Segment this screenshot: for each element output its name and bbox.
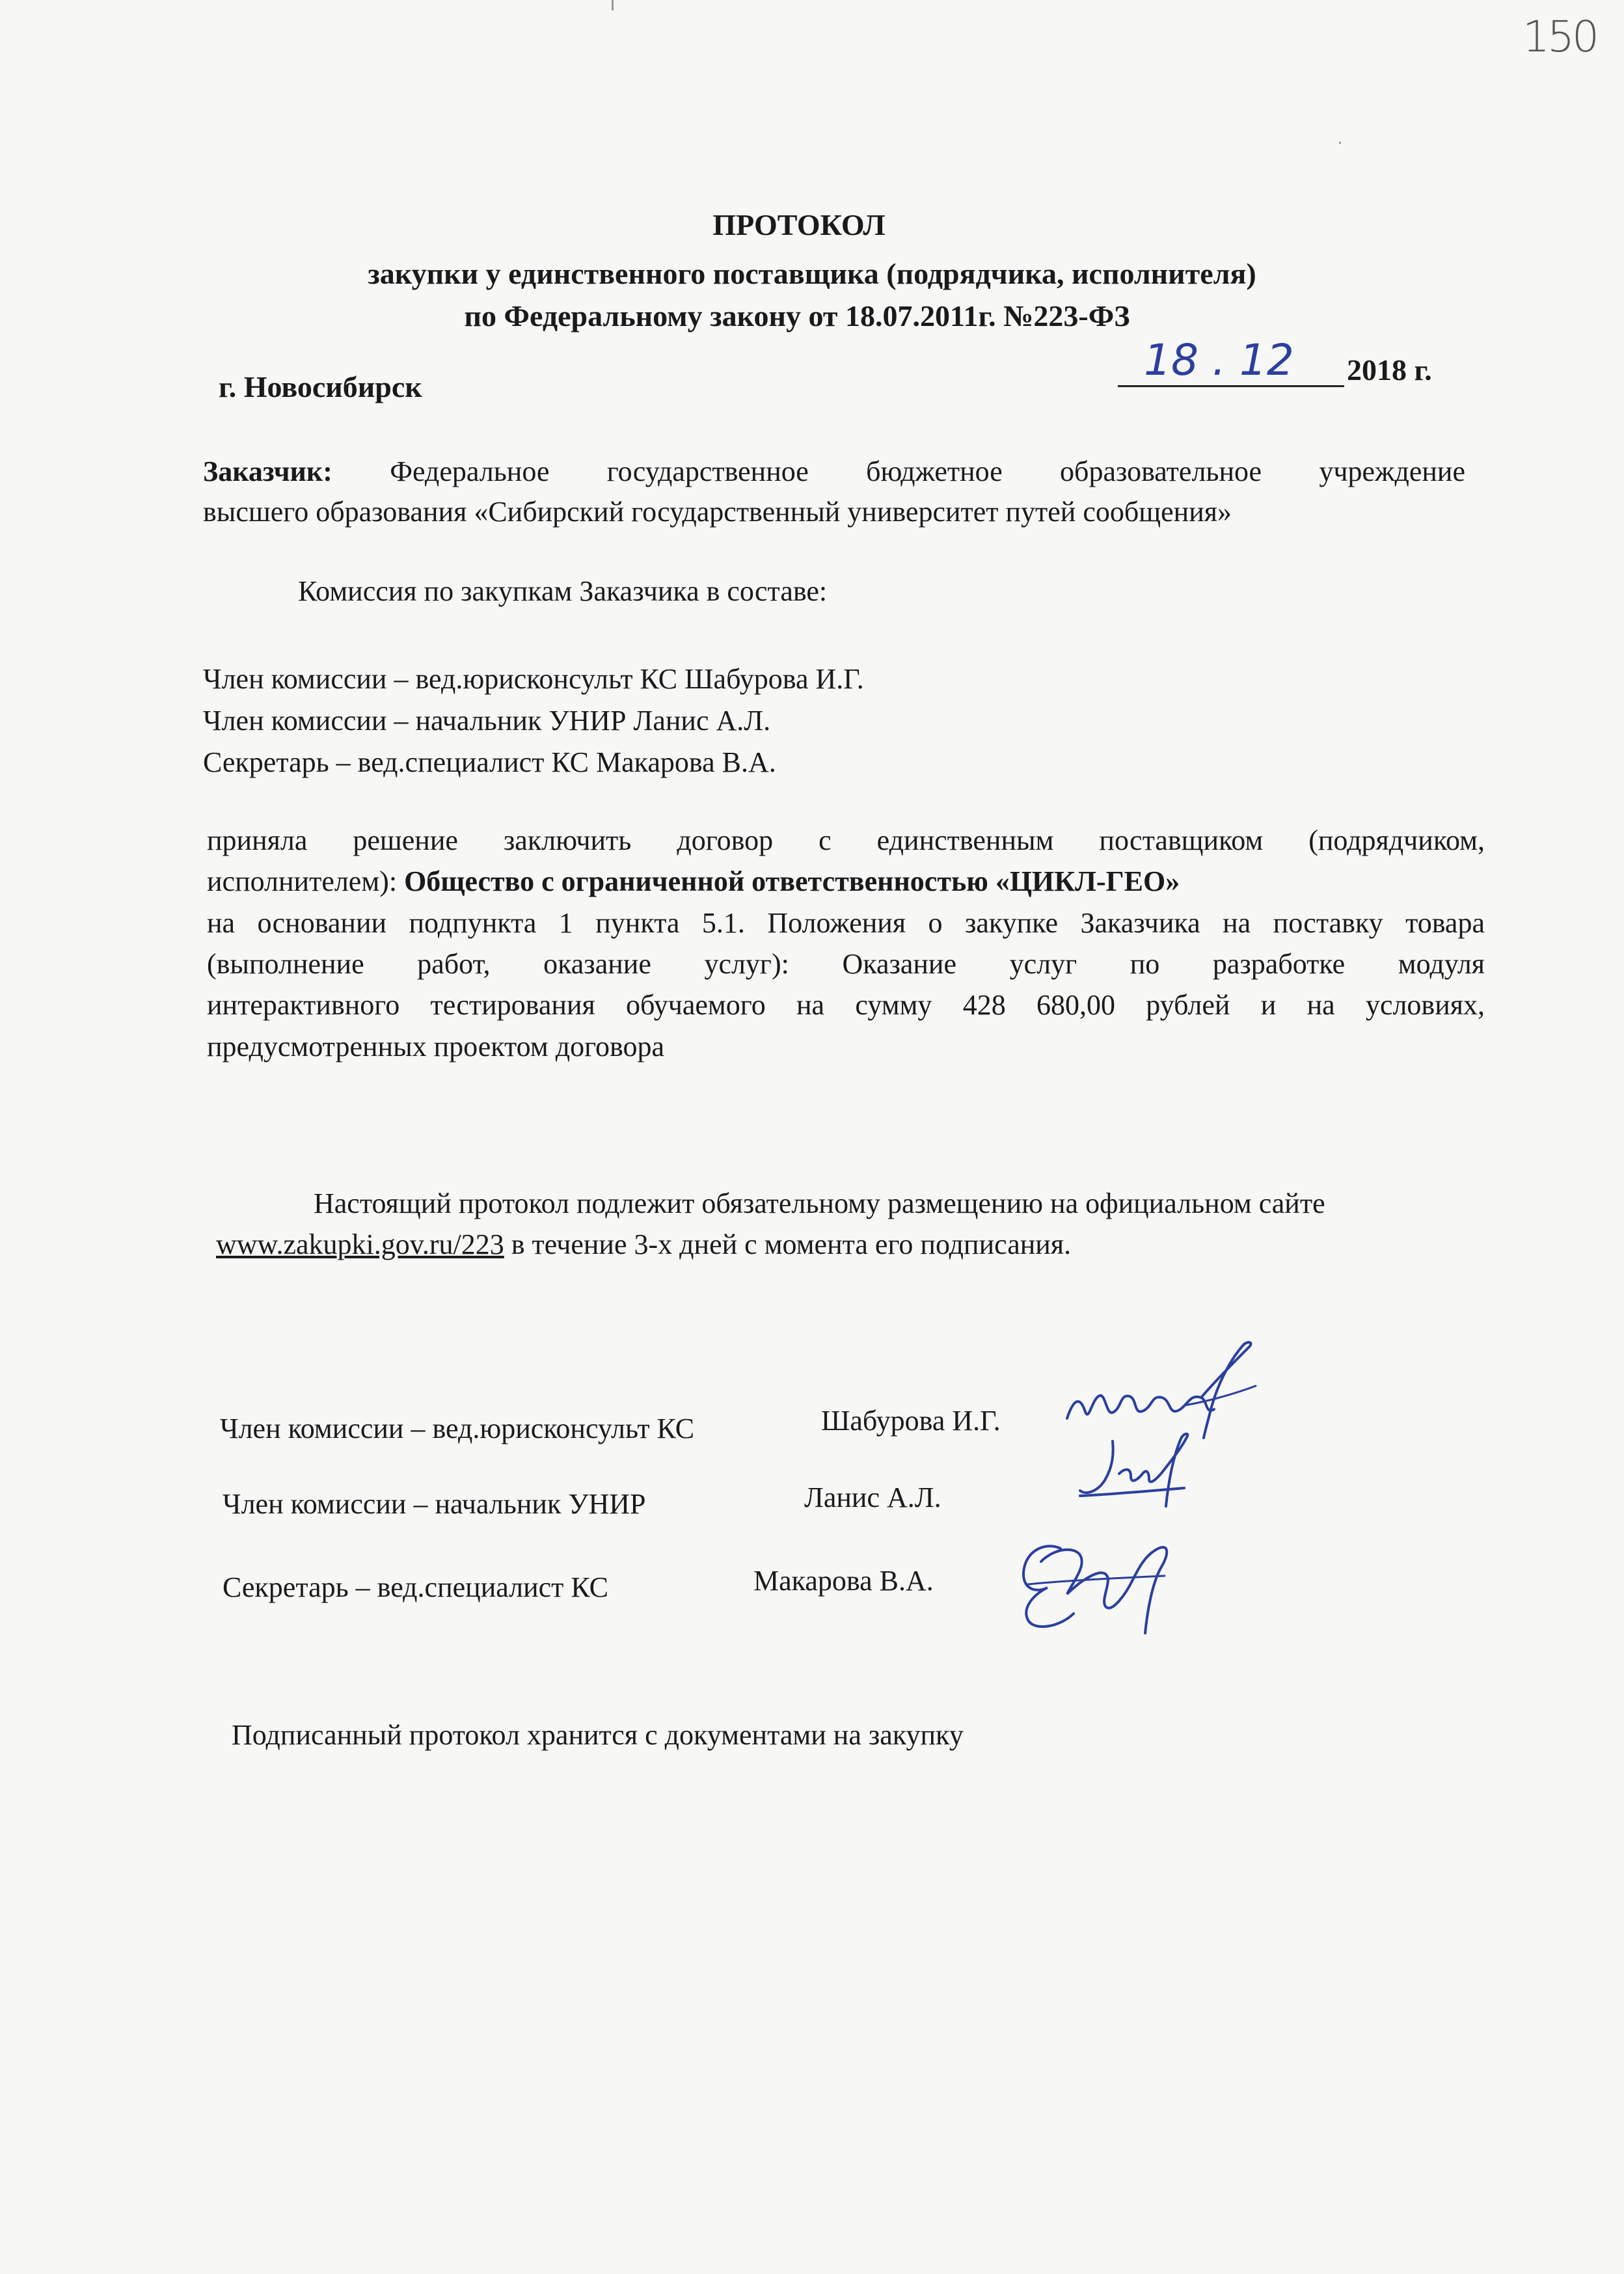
commission-member: Член комиссии – начальник УНИР Ланис А.Л.	[203, 705, 771, 737]
handwritten-page-number: 150	[1522, 12, 1597, 62]
commission-member: Член комиссии – вед.юрисконсульт КС Шабурова И.Г.	[203, 663, 864, 695]
date-underline	[1118, 385, 1344, 387]
decision-line1: приняла решение заключить договор с единственным поставщиком (подрядчиком,	[207, 824, 1485, 856]
signature-name: Ланис А.Л.	[804, 1482, 941, 1513]
decision-line6: предусмотренных проектом договора	[207, 1030, 665, 1063]
decision-line2	[207, 861, 1485, 902]
customer-section	[203, 452, 1465, 532]
zakupki-link[interactable]: www.zakupki.gov.ru/223	[216, 1228, 504, 1261]
scan-artifact-right	[1339, 142, 1341, 144]
decision-line2-prefix: исполнителем):	[207, 865, 398, 898]
handwritten-date-text: 18 . 12	[1144, 335, 1294, 385]
publication-line2-suffix: в течение 3-х дней с момента его подписания.	[504, 1228, 1072, 1261]
document-title-block	[0, 208, 1624, 334]
signature-name: Шабурова И.Г.	[821, 1405, 1001, 1437]
decision-section	[207, 820, 1485, 1067]
handwritten-date	[1118, 334, 1344, 386]
customer-line1	[203, 452, 1465, 492]
customer-text-line2: высшего образования «Сибирский государственный университет путей сообщения»	[203, 495, 1232, 528]
scan-artifact-top	[612, 0, 614, 10]
publication-line1: Настоящий протокол подлежит обязательному размещению на официальном сайте	[314, 1187, 1325, 1219]
signature-role: Секретарь – вед.специалист КС	[223, 1571, 609, 1603]
signature-role: Член комиссии – начальник УНИР	[223, 1488, 646, 1520]
supplier-name: Общество с ограниченной ответственностью «ЦИКЛ-ГЕО»	[404, 865, 1180, 898]
publication-section	[216, 1183, 1485, 1266]
customer-label: Заказчик:	[203, 455, 332, 487]
signature-role: Член комиссии – вед.юрисконсульт КС	[220, 1413, 695, 1444]
commission-intro: Комиссия по закупкам Заказчика в составе:	[298, 575, 828, 607]
publication-line2	[216, 1224, 1485, 1265]
customer-text-line1: Федеральное государственное бюджетное образовательное учреждение	[390, 455, 1465, 487]
signature-name: Макарова В.А.	[753, 1565, 934, 1597]
decision-line4: (выполнение работ, оказание услуг): Оказание услуг по разработке модуля	[207, 948, 1485, 981]
document-date	[1118, 335, 1443, 390]
footer-note: Подписанный протокол хранится с документами на закупку	[232, 1719, 964, 1751]
commission-member: Секретарь – вед.специалист КС Макарова В.А.	[203, 746, 776, 779]
document-title: ПРОТОКОЛ	[712, 208, 886, 241]
decision-line5: интерактивного тестирования обучаемого на сумму 428 680,00 рублей и на условиях,	[207, 989, 1485, 1022]
signature-lanis	[1067, 1428, 1223, 1519]
city: г. Новосибирск	[219, 370, 422, 403]
commission-members	[203, 658, 864, 784]
document-subtitle-line2: по Федеральному закону от 18.07.2011г. №223-ФЗ	[464, 299, 1130, 332]
signature-makarova	[1002, 1523, 1197, 1640]
document-subtitle-line1: закупки у единственного поставщика (подрядчика, исполнителя)	[368, 256, 1256, 290]
decision-line3: на основании подпункта 1 пункта 5.1. Положения о закупке Заказчика на поставку товара	[207, 906, 1485, 939]
date-year: 2018 г.	[1347, 353, 1432, 386]
